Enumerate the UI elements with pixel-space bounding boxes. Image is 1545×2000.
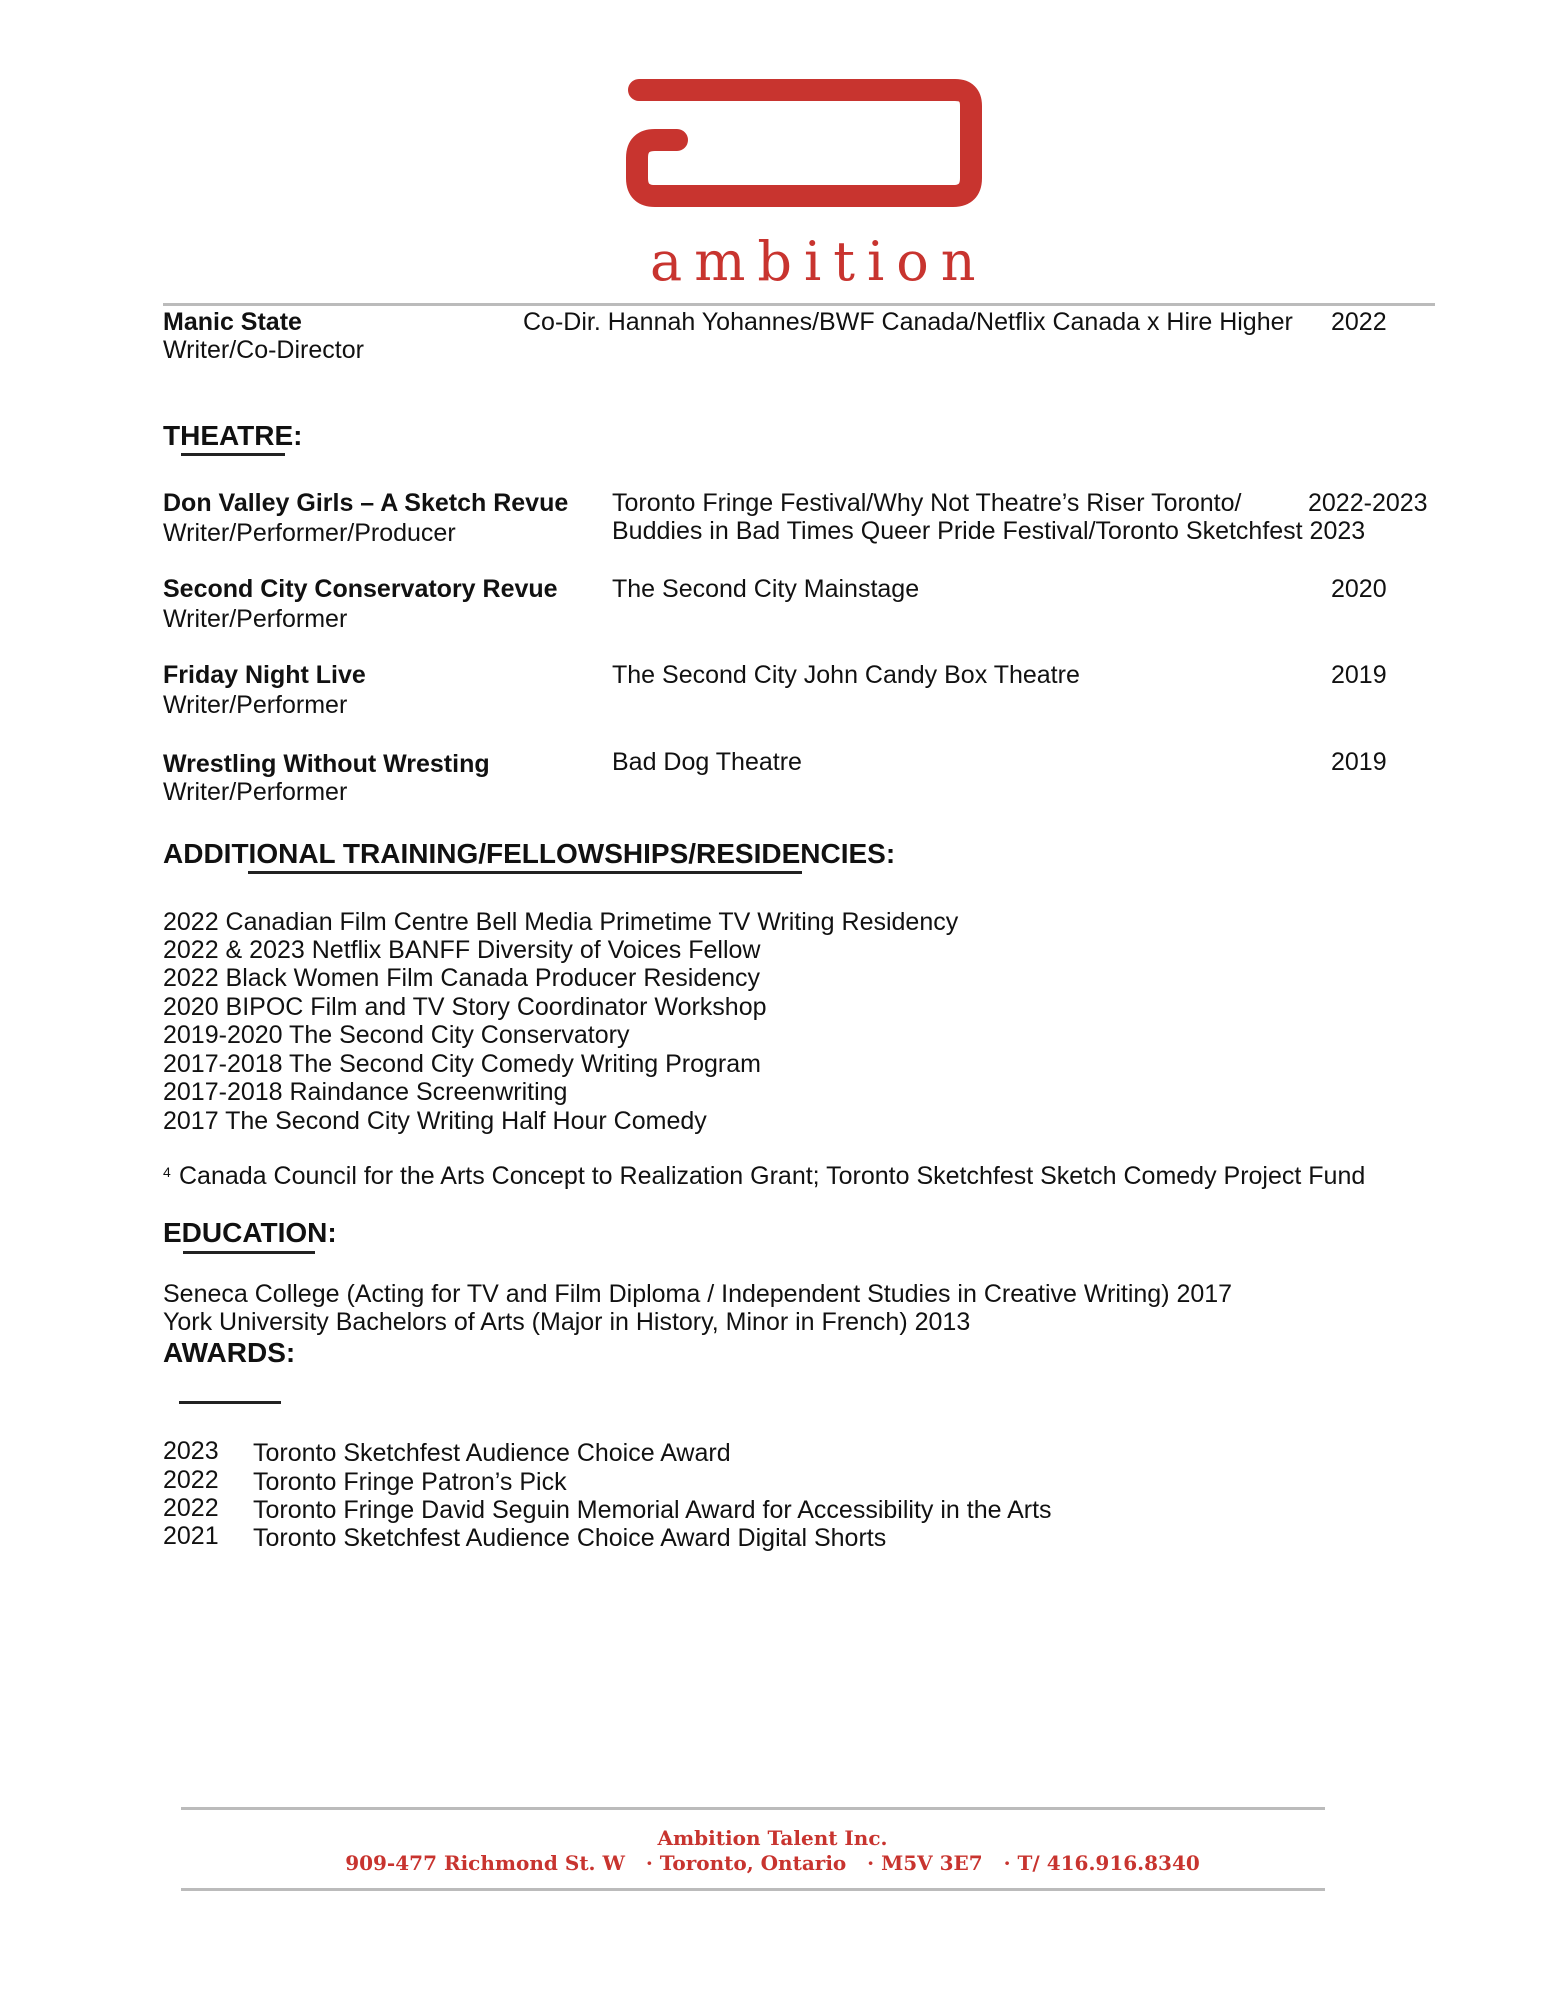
footer-postal: M5V 3E7 <box>881 1851 983 1875</box>
theatre-venue: The Second City John Candy Box Theatre <box>612 661 1080 689</box>
theatre-venue: Bad Dog Theatre <box>612 748 802 776</box>
education-heading <box>163 1217 337 1249</box>
footer-phone: T/ 416.916.8340 <box>1017 1851 1200 1875</box>
award-name: Toronto Fringe Patron’s Pick <box>253 1468 567 1496</box>
training-item: 2022 & 2023 Netflix BANFF Diversity of Voices Fellow <box>163 936 761 964</box>
education-item: York University Bachelors of Arts (Major in History, Minor in French) 2013 <box>163 1308 971 1336</box>
theatre-venue: The Second City Mainstage <box>612 575 920 603</box>
award-name: Toronto Sketchfest Audience Choice Award <box>253 1439 731 1467</box>
theatre-year: 2022-2023 <box>1308 489 1428 517</box>
theatre-heading <box>163 420 302 452</box>
footer-divider-bottom <box>181 1888 1325 1891</box>
film-details: Co-Dir. Hannah Yohannes/BWF Canada/Netflix Canada x Hire Higher <box>523 308 1293 336</box>
awards-underline <box>179 1401 281 1404</box>
theatre-heading-colon: : <box>293 420 303 451</box>
theatre-role: Writer/Performer <box>163 778 348 806</box>
footer-company: Ambition Talent Inc. <box>657 1826 888 1850</box>
education-heading-colon: : <box>327 1217 337 1248</box>
ambition-logo-icon <box>625 78 983 208</box>
theatre-title: Don Valley Girls – A Sketch Revue <box>163 489 569 517</box>
training-item: 2017-2018 The Second City Comedy Writing Program <box>163 1050 761 1078</box>
award-name: Toronto Fringe David Seguin Memorial Award for Accessibility in the Arts <box>253 1496 1052 1524</box>
theatre-role: Writer/Performer <box>163 605 348 633</box>
film-role: Writer/Co-Director <box>163 336 364 364</box>
theatre-venue: Toronto Fringe Festival/Why Not Theatre’s Riser Toronto/ <box>612 489 1242 517</box>
award-year: 2022 <box>163 1466 219 1494</box>
training-item: 2022 Black Women Film Canada Producer Residency <box>163 964 761 992</box>
footer-separator: · <box>1003 1851 1011 1875</box>
award-name: Toronto Sketchfest Audience Choice Award Digital Shorts <box>253 1524 887 1552</box>
logo-wordmark: ambition <box>650 230 988 293</box>
theatre-venue-line2: Buddies in Bad Times Queer Pride Festival/Toronto Sketchfest 2023 <box>612 517 1366 545</box>
awards-heading: AWARDS: <box>163 1337 296 1368</box>
theatre-year: 2019 <box>1331 748 1387 776</box>
training-underline <box>248 871 802 874</box>
theatre-heading-text: THEATRE <box>163 420 294 451</box>
theatre-title: Second City Conservatory Revue <box>163 575 558 603</box>
training-item: 2020 BIPOC Film and TV Story Coordinator Workshop <box>163 993 767 1021</box>
theatre-role: Writer/Performer/Producer <box>163 519 456 547</box>
award-year: 2022 <box>163 1494 219 1522</box>
training-heading: ADDITIONAL TRAINING/FELLOWSHIPS/RESIDENCIES: <box>163 838 896 869</box>
footer-contact <box>0 1851 1545 1875</box>
training-item: 2017-2018 Raindance Screenwriting <box>163 1078 568 1106</box>
theatre-role: Writer/Performer <box>163 691 348 719</box>
theatre-year: 2019 <box>1331 661 1387 689</box>
theatre-title: Friday Night Live <box>163 661 366 689</box>
award-year: 2023 <box>163 1437 219 1465</box>
grant-marker: 4 <box>163 1164 171 1180</box>
header-divider <box>163 303 1435 306</box>
award-year: 2021 <box>163 1522 219 1550</box>
footer-divider-top <box>181 1807 1325 1810</box>
theatre-year: 2020 <box>1331 575 1387 603</box>
footer-city: Toronto, Ontario <box>659 1851 847 1875</box>
film-title: Manic State <box>163 308 302 336</box>
footer-separator: · <box>645 1851 653 1875</box>
training-item: 2019-2020 The Second City Conservatory <box>163 1021 630 1049</box>
education-underline <box>183 1251 315 1254</box>
theatre-title: Wrestling Without Wresting <box>163 750 490 778</box>
education-heading-text: EDUCATION <box>163 1217 328 1248</box>
education-item: Seneca College (Acting for TV and Film Diploma / Independent Studies in Creative Writing) 2017 <box>163 1280 1233 1308</box>
footer-address: 909-477 Richmond St. W <box>345 1851 625 1875</box>
theatre-underline <box>181 453 285 456</box>
training-item: 2022 Canadian Film Centre Bell Media Primetime TV Writing Residency <box>163 908 959 936</box>
footer-separator: · <box>867 1851 875 1875</box>
training-item: 2017 The Second City Writing Half Hour Comedy <box>163 1107 707 1135</box>
film-year: 2022 <box>1331 308 1387 336</box>
grant-text: Canada Council for the Arts Concept to Realization Grant; Toronto Sketchfest Sketch Comedy Project Fund <box>179 1162 1366 1190</box>
